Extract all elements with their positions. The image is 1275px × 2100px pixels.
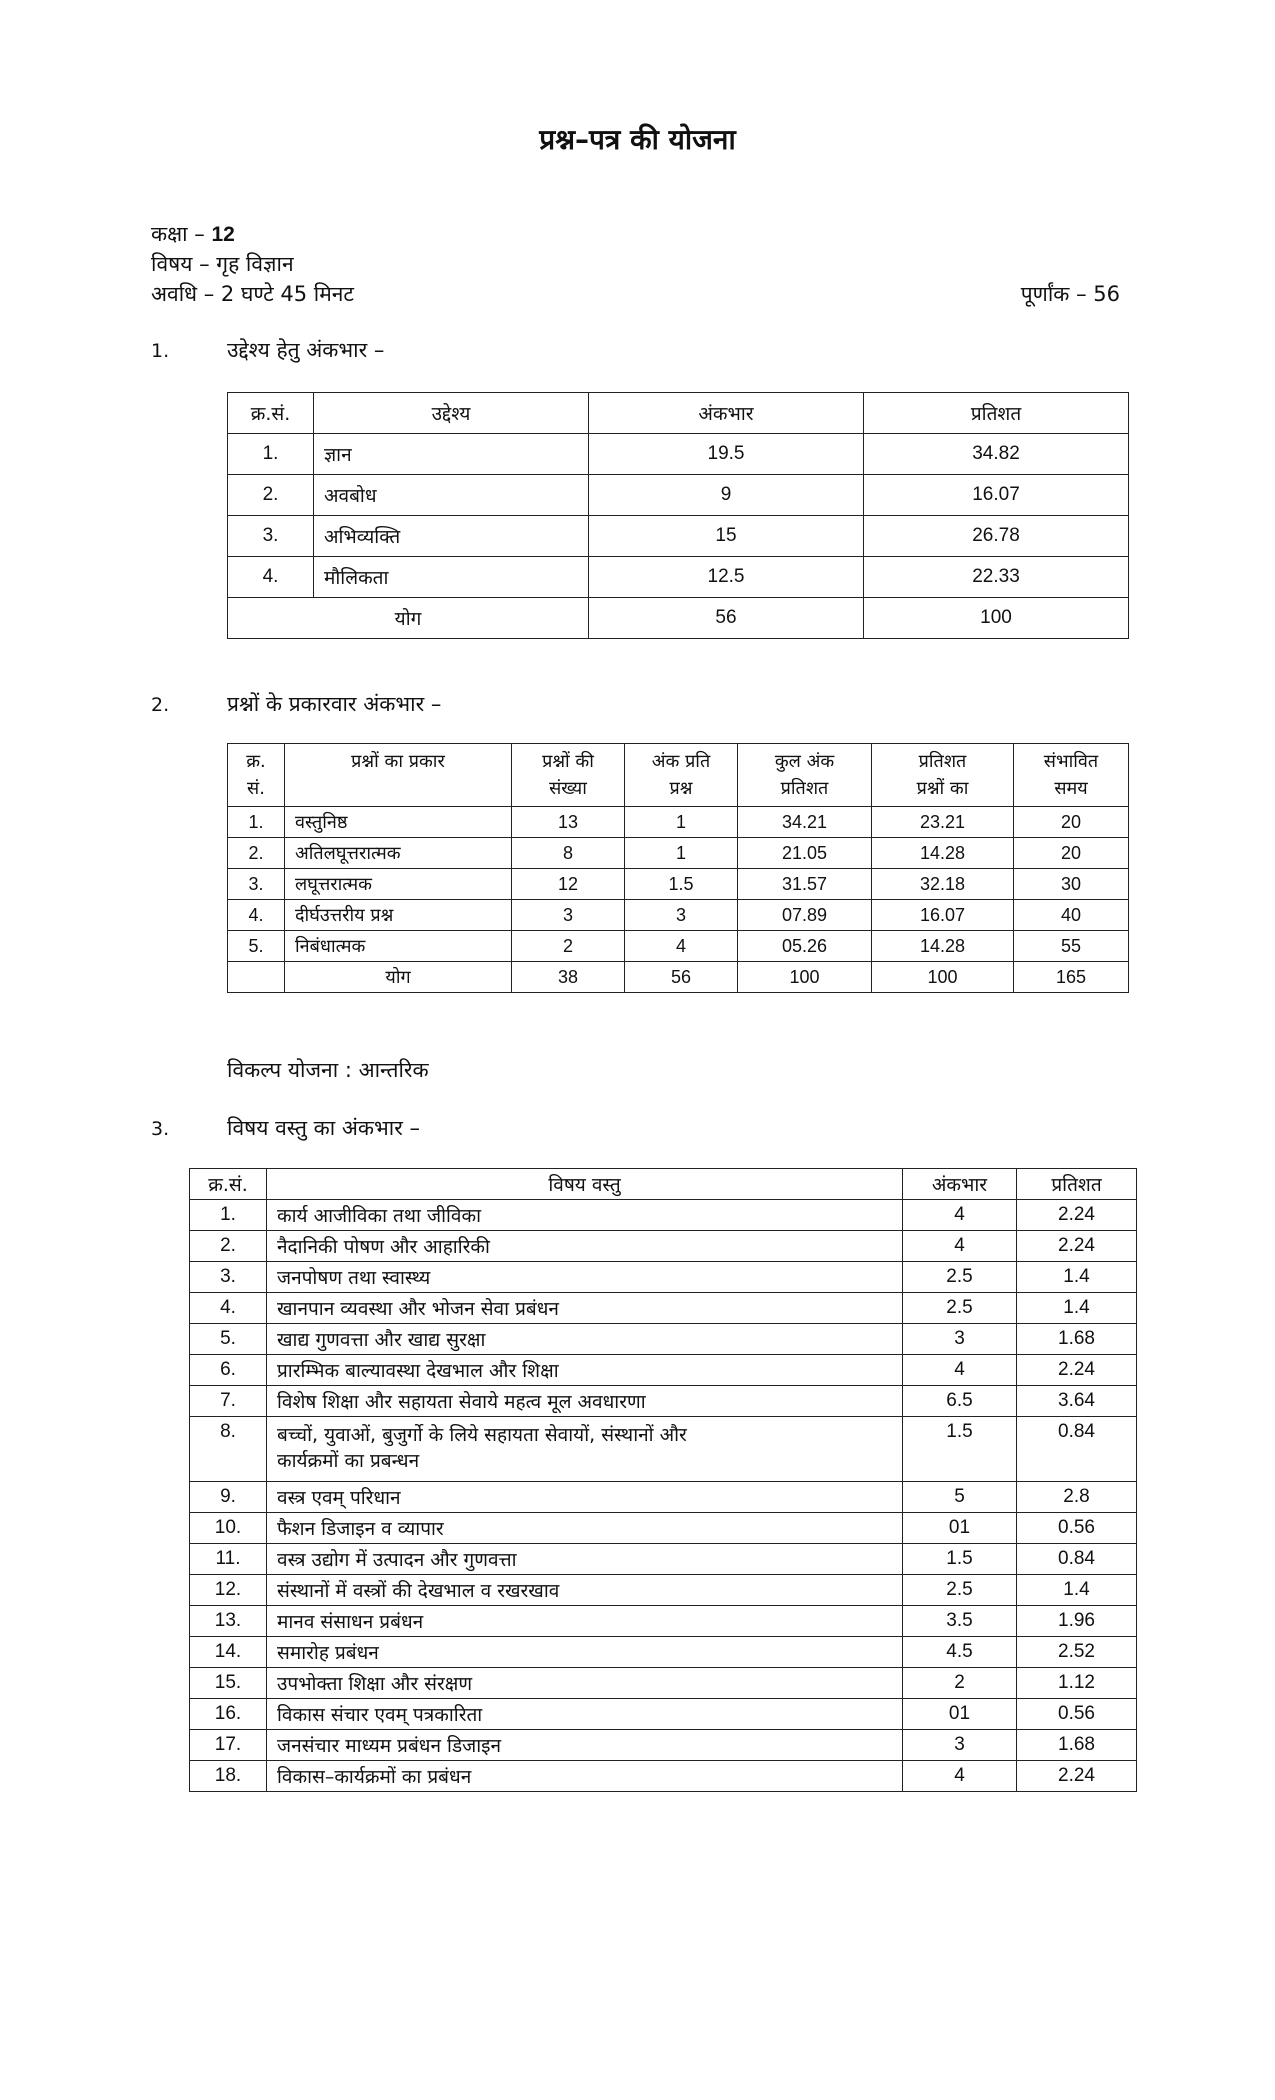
cell-sn: 11. <box>190 1544 267 1575</box>
cell-percent: 2.24 <box>1017 1761 1137 1792</box>
cell-marks: 01 <box>903 1699 1017 1730</box>
cell-topic: संस्थानों में वस्त्रों की देखभाल व रखरखाव <box>267 1575 903 1606</box>
header-marks: अंकभार <box>589 393 864 434</box>
table-row <box>228 807 1129 838</box>
header-sn: क्र.सं. <box>228 393 314 434</box>
table-total-row <box>228 598 1129 639</box>
cell-objective: अवबोध <box>314 475 589 516</box>
table-header-row <box>190 1169 1137 1200</box>
table-row <box>190 1544 1137 1575</box>
cell-per: 3 <box>625 900 738 931</box>
cell-marks: 3.5 <box>903 1606 1017 1637</box>
header-marks-per-question <box>625 744 738 807</box>
section1-number: 1. <box>151 340 170 362</box>
cell-sn: 15. <box>190 1668 267 1699</box>
cell-count: 8 <box>512 838 625 869</box>
section3-number: 3. <box>151 1118 170 1140</box>
cell-percent: 1.4 <box>1017 1293 1137 1324</box>
cell-topic: उपभोक्ता शिक्षा और संरक्षण <box>267 1668 903 1699</box>
header-sn <box>228 744 285 807</box>
total-q-pct: 100 <box>872 962 1014 993</box>
total-label: योग <box>228 598 589 639</box>
max-marks: पूर्णांक – 56 <box>1020 282 1120 306</box>
cell-percent: 26.78 <box>864 516 1129 557</box>
total-empty-cell <box>228 962 285 993</box>
cell-question-type: लघूत्तरात्मक <box>285 869 512 900</box>
header-total-marks-percent <box>738 744 872 807</box>
table-row <box>190 1262 1137 1293</box>
total-marks: 56 <box>589 598 864 639</box>
cell-topic: समारोह प्रबंधन <box>267 1637 903 1668</box>
cell-marks: 2.5 <box>903 1293 1017 1324</box>
cell-sn: 3. <box>190 1262 267 1293</box>
cell-q-pct: 23.21 <box>872 807 1014 838</box>
header-qpct-line1: प्रतिशत <box>918 751 967 772</box>
cell-sn: 16. <box>190 1699 267 1730</box>
table-header-row <box>228 393 1129 434</box>
header-time-line1: संभावित <box>1043 751 1099 772</box>
cell-sn: 3. <box>228 869 285 900</box>
cell-time: 30 <box>1014 869 1129 900</box>
table-row <box>190 1637 1137 1668</box>
cell-topic: फैशन डिजाइन व व्यापार <box>267 1513 903 1544</box>
cell-count: 13 <box>512 807 625 838</box>
cell-marks: 4 <box>903 1231 1017 1262</box>
table-row <box>190 1699 1137 1730</box>
cell-marks: 1.5 <box>903 1544 1017 1575</box>
table-row <box>190 1513 1137 1544</box>
question-type-table <box>227 743 1129 993</box>
cell-percent: 1.68 <box>1017 1730 1137 1761</box>
cell-topic: मानव संसाधन प्रबंधन <box>267 1606 903 1637</box>
cell-sn: 5. <box>228 931 285 962</box>
header-qpct-line2: प्रश्नों का <box>916 778 969 799</box>
cell-sn: 4. <box>228 557 314 598</box>
header-objective: उद्देश्य <box>314 393 589 434</box>
cell-marks: 3 <box>903 1730 1017 1761</box>
section2-heading: प्रश्नों के प्रकारवार अंकभार – <box>227 692 442 716</box>
cell-sn: 1. <box>228 434 314 475</box>
cell-percent: 0.84 <box>1017 1544 1137 1575</box>
table-total-row <box>228 962 1129 993</box>
cell-topic: वस्त्र एवम् परिधान <box>267 1482 903 1513</box>
cell-marks: 15 <box>589 516 864 557</box>
cell-marks: 4 <box>903 1761 1017 1792</box>
header-sn-line2: सं. <box>247 778 265 799</box>
cell-time: 20 <box>1014 807 1129 838</box>
cell-topic: नैदानिकी पोषण और आहारिकी <box>267 1231 903 1262</box>
cell-sn: 5. <box>190 1324 267 1355</box>
cell-sn: 12. <box>190 1575 267 1606</box>
cell-sn: 9. <box>190 1482 267 1513</box>
header-total-line1: कुल अंक <box>774 751 835 772</box>
cell-sn: 2. <box>228 838 285 869</box>
cell-q-pct: 14.28 <box>872 838 1014 869</box>
header-count-line1: प्रश्नों की <box>542 751 594 772</box>
cell-sn: 1. <box>190 1200 267 1231</box>
table-row <box>190 1355 1137 1386</box>
header-marks: अंकभार <box>903 1169 1017 1200</box>
table-row <box>190 1668 1137 1699</box>
header-per-line2: प्रश्न <box>669 778 693 799</box>
option-scheme: विकल्प योजना : आन्तरिक <box>227 1058 429 1082</box>
total-per: 56 <box>625 962 738 993</box>
cell-marks: 4 <box>903 1355 1017 1386</box>
cell-percent: 2.52 <box>1017 1637 1137 1668</box>
cell-marks: 2.5 <box>903 1262 1017 1293</box>
header-question-count <box>512 744 625 807</box>
cell-marks: 9 <box>589 475 864 516</box>
cell-marks: 5 <box>903 1482 1017 1513</box>
cell-q-pct: 14.28 <box>872 931 1014 962</box>
cell-time: 20 <box>1014 838 1129 869</box>
cell-sn: 4. <box>228 900 285 931</box>
header-percent: प्रतिशत <box>1017 1169 1137 1200</box>
cell-marks: 2.5 <box>903 1575 1017 1606</box>
table-row <box>228 516 1129 557</box>
cell-percent: 0.84 <box>1017 1417 1137 1482</box>
cell-q-pct: 32.18 <box>872 869 1014 900</box>
cell-sn: 10. <box>190 1513 267 1544</box>
cell-percent: 2.24 <box>1017 1200 1137 1231</box>
cell-sn: 4. <box>190 1293 267 1324</box>
cell-topic: जनसंचार माध्यम प्रबंधन डिजाइन <box>267 1730 903 1761</box>
total-count: 38 <box>512 962 625 993</box>
table-row <box>190 1761 1137 1792</box>
cell-sn: 2. <box>190 1231 267 1262</box>
header-count-line2: संख्या <box>549 778 587 799</box>
table-row <box>228 434 1129 475</box>
cell-topic: खानपान व्यवस्था और भोजन सेवा प्रबंधन <box>267 1293 903 1324</box>
table-header-row <box>228 744 1129 807</box>
cell-per: 4 <box>625 931 738 962</box>
duration-line: अवधि – 2 घण्टे 45 मिनट <box>151 282 355 306</box>
section2-number: 2. <box>151 694 170 716</box>
cell-per: 1.5 <box>625 869 738 900</box>
cell-percent: 1.4 <box>1017 1262 1137 1293</box>
cell-marks: 6.5 <box>903 1386 1017 1417</box>
total-percent: 100 <box>864 598 1129 639</box>
cell-topic: वस्त्र उद्योग में उत्पादन और गुणवत्ता <box>267 1544 903 1575</box>
cell-marks: 4 <box>903 1200 1017 1231</box>
cell-percent: 1.68 <box>1017 1324 1137 1355</box>
cell-marks: 19.5 <box>589 434 864 475</box>
cell-percent: 1.96 <box>1017 1606 1137 1637</box>
cell-percent: 34.82 <box>864 434 1129 475</box>
table-row <box>228 900 1129 931</box>
header-time-line2: समय <box>1054 778 1088 799</box>
cell-marks: 4.5 <box>903 1637 1017 1668</box>
cell-percent: 22.33 <box>864 557 1129 598</box>
cell-per: 1 <box>625 838 738 869</box>
page-title: प्रश्न–पत्र की योजना <box>539 123 736 156</box>
table-row <box>190 1417 1137 1482</box>
cell-topic: विकास संचार एवम् पत्रकारिता <box>267 1699 903 1730</box>
table-row <box>228 931 1129 962</box>
table-row <box>190 1482 1137 1513</box>
cell-percent: 1.12 <box>1017 1668 1137 1699</box>
cell-marks: 01 <box>903 1513 1017 1544</box>
header-sn: क्र.सं. <box>190 1169 267 1200</box>
class-line <box>151 220 235 248</box>
table-row <box>190 1606 1137 1637</box>
cell-percent: 2.24 <box>1017 1355 1137 1386</box>
section3-heading: विषय वस्तु का अंकभार – <box>227 1116 420 1140</box>
objectives-table <box>227 392 1129 639</box>
cell-objective: अभिव्यक्ति <box>314 516 589 557</box>
cell-question-type: अतिलघूत्तरात्मक <box>285 838 512 869</box>
cell-total-pct: 07.89 <box>738 900 872 931</box>
cell-marks: 2 <box>903 1668 1017 1699</box>
cell-total-pct: 05.26 <box>738 931 872 962</box>
cell-sn: 7. <box>190 1386 267 1417</box>
cell-time: 40 <box>1014 900 1129 931</box>
cell-time: 55 <box>1014 931 1129 962</box>
table-row <box>228 869 1129 900</box>
cell-total-pct: 21.05 <box>738 838 872 869</box>
cell-question-type: निबंधात्मक <box>285 931 512 962</box>
class-value: 12 <box>211 223 235 246</box>
table-row <box>190 1231 1137 1262</box>
cell-total-pct: 34.21 <box>738 807 872 838</box>
cell-percent: 2.24 <box>1017 1231 1137 1262</box>
cell-percent: 3.64 <box>1017 1386 1137 1417</box>
table-row <box>228 838 1129 869</box>
table-row <box>190 1200 1137 1231</box>
table-row <box>190 1293 1137 1324</box>
header-sn-line1: क्र. <box>246 751 266 772</box>
cell-topic: जनपोषण तथा स्वास्थ्य <box>267 1262 903 1293</box>
total-label: योग <box>285 962 512 993</box>
header-total-line2: प्रतिशत <box>780 778 829 799</box>
cell-sn: 8. <box>190 1417 267 1482</box>
cell-topic-line1: बच्चों, युवाओं, बुजुर्गो के लिये सहायता सेवायों, संस्थानों और <box>277 1424 687 1446</box>
cell-sn: 3. <box>228 516 314 557</box>
header-time <box>1014 744 1129 807</box>
header-percent: प्रतिशत <box>864 393 1129 434</box>
cell-percent: 1.4 <box>1017 1575 1137 1606</box>
cell-topic <box>267 1417 903 1482</box>
cell-sn: 13. <box>190 1606 267 1637</box>
cell-topic: खाद्य गुणवत्ता और खाद्य सुरक्षा <box>267 1324 903 1355</box>
total-total-pct: 100 <box>738 962 872 993</box>
cell-sn: 18. <box>190 1761 267 1792</box>
cell-topic-line2: कार्यक्रमों का प्रबन्धन <box>277 1450 420 1472</box>
total-time: 165 <box>1014 962 1129 993</box>
cell-question-type: वस्तुनिष्ठ <box>285 807 512 838</box>
header-topic: विषय वस्तु <box>267 1169 903 1200</box>
cell-topic: विकास–कार्यक्रमों का प्रबंधन <box>267 1761 903 1792</box>
cell-sn: 2. <box>228 475 314 516</box>
table-row <box>190 1730 1137 1761</box>
cell-objective: ज्ञान <box>314 434 589 475</box>
cell-sn: 6. <box>190 1355 267 1386</box>
cell-question-type: दीर्घउत्तरीय प्रश्न <box>285 900 512 931</box>
table-row <box>190 1324 1137 1355</box>
section1-heading: उद्देश्य हेतु अंकभार – <box>227 338 385 362</box>
table-row <box>190 1386 1137 1417</box>
cell-sn: 14. <box>190 1637 267 1668</box>
subject-line: विषय – गृह विज्ञान <box>151 252 294 276</box>
cell-count: 12 <box>512 869 625 900</box>
cell-per: 1 <box>625 807 738 838</box>
class-label: कक्षा – <box>151 222 212 246</box>
cell-count: 3 <box>512 900 625 931</box>
cell-q-pct: 16.07 <box>872 900 1014 931</box>
cell-topic: प्रारम्भिक बाल्यावस्था देखभाल और शिक्षा <box>267 1355 903 1386</box>
cell-sn: 17. <box>190 1730 267 1761</box>
subject-content-table <box>189 1168 1137 1792</box>
header-question-percent <box>872 744 1014 807</box>
cell-marks: 3 <box>903 1324 1017 1355</box>
cell-topic: विशेष शिक्षा और सहायता सेवाये महत्व मूल अवधारणा <box>267 1386 903 1417</box>
cell-marks: 12.5 <box>589 557 864 598</box>
table-row <box>228 475 1129 516</box>
cell-objective: मौलिकता <box>314 557 589 598</box>
table-row <box>190 1575 1137 1606</box>
cell-percent: 16.07 <box>864 475 1129 516</box>
table-row <box>228 557 1129 598</box>
cell-percent: 0.56 <box>1017 1699 1137 1730</box>
cell-percent: 0.56 <box>1017 1513 1137 1544</box>
cell-sn: 1. <box>228 807 285 838</box>
cell-total-pct: 31.57 <box>738 869 872 900</box>
cell-marks: 1.5 <box>903 1417 1017 1482</box>
header-question-type: प्रश्नों का प्रकार <box>285 744 512 807</box>
cell-topic: कार्य आजीविका तथा जीविका <box>267 1200 903 1231</box>
cell-count: 2 <box>512 931 625 962</box>
header-per-line1: अंक प्रति <box>651 751 711 772</box>
cell-percent: 2.8 <box>1017 1482 1137 1513</box>
